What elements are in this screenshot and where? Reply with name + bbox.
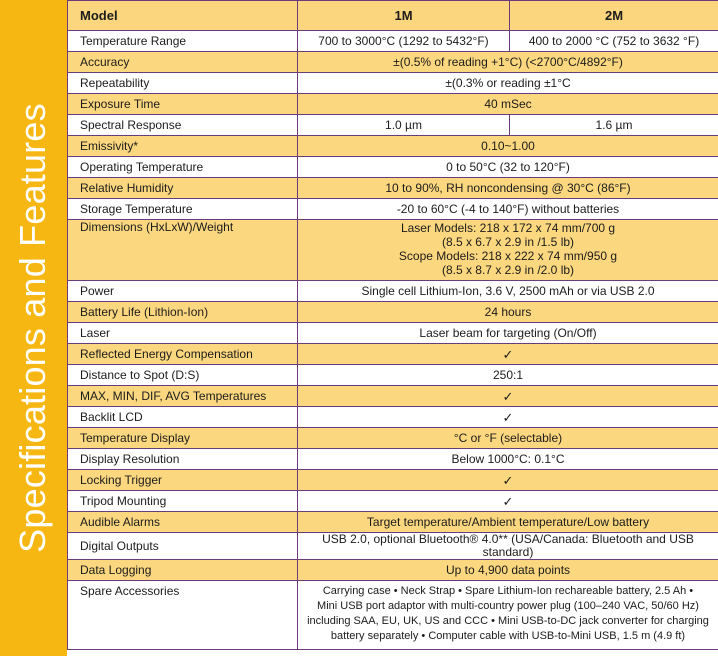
header-1m: 1M	[298, 1, 510, 31]
table-row	[68, 407, 718, 428]
table-row	[68, 281, 718, 302]
table-row	[68, 512, 718, 533]
row-label: Spare Accessories	[68, 581, 298, 650]
row-value: 0.10~1.00	[298, 136, 718, 157]
row-value: Laser beam for targeting (On/Off)	[298, 323, 718, 344]
table-row	[68, 386, 718, 407]
row-value: Below 1000°C: 0.1°C	[298, 449, 718, 470]
table-row	[68, 560, 718, 581]
row-value: 24 hours	[298, 302, 718, 323]
header-row	[68, 1, 718, 31]
accessory-line: battery separately • Computer cable with USB-to-Mini USB, 1.5 m (4.9 ft)	[330, 630, 686, 642]
row-label: Backlit LCD	[68, 407, 298, 428]
row-label: Accuracy	[68, 52, 298, 73]
row-value: °C or °F (selectable)	[298, 428, 718, 449]
table-row	[68, 31, 718, 52]
side-title: Specifications and Features	[12, 103, 53, 553]
table-row	[68, 302, 718, 323]
table-row	[68, 533, 718, 560]
row-value-1m: 700 to 3000°C (1292 to 5432°F)	[298, 31, 510, 52]
row-label: Locking Trigger	[68, 470, 298, 491]
row-value: -20 to 60°C (-4 to 140°F) without batteries	[298, 199, 718, 220]
table-row	[68, 581, 718, 650]
row-label: Temperature Display	[68, 428, 298, 449]
row-value: 250:1	[298, 365, 718, 386]
dimension-line: Scope Models: 218 x 222 x 74 mm/950 g	[398, 249, 618, 263]
row-label: Power	[68, 281, 298, 302]
row-value: Up to 4,900 data points	[298, 560, 718, 581]
row-label: Reflected Energy Compensation	[68, 344, 298, 365]
row-value: USB 2.0, optional Bluetooth® 4.0** (USA/Canada: Bluetooth and USB standard)	[298, 533, 718, 560]
row-label: Emissivity*	[68, 136, 298, 157]
accessory-line: Carrying case • Neck Strap • Spare Lithium-Ion rechareable battery, 2.5 Ah •	[322, 585, 694, 597]
row-label: Exposure Time	[68, 94, 298, 115]
accessory-line: Mini USB port adaptor with multi-country power plug (100–240 VAC, 50/60 Hz)	[317, 600, 699, 612]
row-label: Spectral Response	[68, 115, 298, 136]
check-mark: ✓	[298, 407, 718, 428]
dimension-line: (8.5 x 6.7 x 2.9 in /1.5 lb)	[441, 235, 575, 249]
table-row	[68, 157, 718, 178]
table-row	[68, 470, 718, 491]
row-value-1m: 1.0 µm	[298, 115, 510, 136]
row-label: Tripod Mounting	[68, 491, 298, 512]
table-row	[68, 449, 718, 470]
row-label: Temperature Range	[68, 31, 298, 52]
row-value-2m: 1.6 µm	[510, 115, 718, 136]
row-value: Target temperature/Ambient temperature/Low battery	[298, 512, 718, 533]
table-row	[68, 365, 718, 386]
table-row	[68, 491, 718, 512]
header-2m: 2M	[510, 1, 718, 31]
table-row	[68, 52, 718, 73]
side-banner	[0, 0, 67, 656]
check-mark: ✓	[298, 386, 718, 407]
dimension-line: (8.5 x 8.7 x 2.9 in /2.0 lb)	[441, 263, 575, 277]
table-row	[68, 199, 718, 220]
row-label: MAX, MIN, DIF, AVG Temperatures	[68, 386, 298, 407]
accessory-line: including SAA, EU, UK, US and CCC • Mini USB-to-DC jack converter for charging	[307, 615, 709, 627]
table-row	[68, 428, 718, 449]
check-mark: ✓	[298, 491, 718, 512]
spec-table	[67, 0, 718, 650]
row-label: Data Logging	[68, 560, 298, 581]
table-row	[68, 73, 718, 94]
table-row	[68, 344, 718, 365]
table-row	[68, 178, 718, 199]
row-label: Operating Temperature	[68, 157, 298, 178]
row-label: Digital Outputs	[68, 533, 298, 560]
row-label: Battery Life (Lithion-Ion)	[68, 302, 298, 323]
row-value: Single cell Lithium-Ion, 3.6 V, 2500 mAh or via USB 2.0	[298, 281, 718, 302]
dimension-line: Laser Models: 218 x 172 x 74 mm/700 g	[400, 221, 616, 235]
row-label: Laser	[68, 323, 298, 344]
table-row	[68, 220, 718, 281]
row-label: Distance to Spot (D:S)	[68, 365, 298, 386]
row-value	[298, 220, 718, 281]
row-label: Repeatability	[68, 73, 298, 94]
row-value: 40 mSec	[298, 94, 718, 115]
row-value: ±(0.5% of reading +1°C) (<2700°C/4892°F)	[298, 52, 718, 73]
row-label: Dimensions (HxLxW)/Weight	[68, 220, 298, 281]
check-mark: ✓	[298, 344, 718, 365]
table-row	[68, 323, 718, 344]
row-value-2m: 400 to 2000 °C (752 to 3632 °F)	[510, 31, 718, 52]
row-label: Display Resolution	[68, 449, 298, 470]
row-label: Storage Temperature	[68, 199, 298, 220]
table-row	[68, 94, 718, 115]
row-value: 0 to 50°C (32 to 120°F)	[298, 157, 718, 178]
check-mark: ✓	[298, 470, 718, 491]
row-label: Audible Alarms	[68, 512, 298, 533]
row-label: Relative Humidity	[68, 178, 298, 199]
row-value: 10 to 90%, RH noncondensing @ 30°C (86°F)	[298, 178, 718, 199]
row-value	[298, 581, 718, 650]
table-row	[68, 115, 718, 136]
header-model: Model	[68, 1, 298, 31]
row-value: ±(0.3% or reading ±1°C	[298, 73, 718, 94]
table-row	[68, 136, 718, 157]
